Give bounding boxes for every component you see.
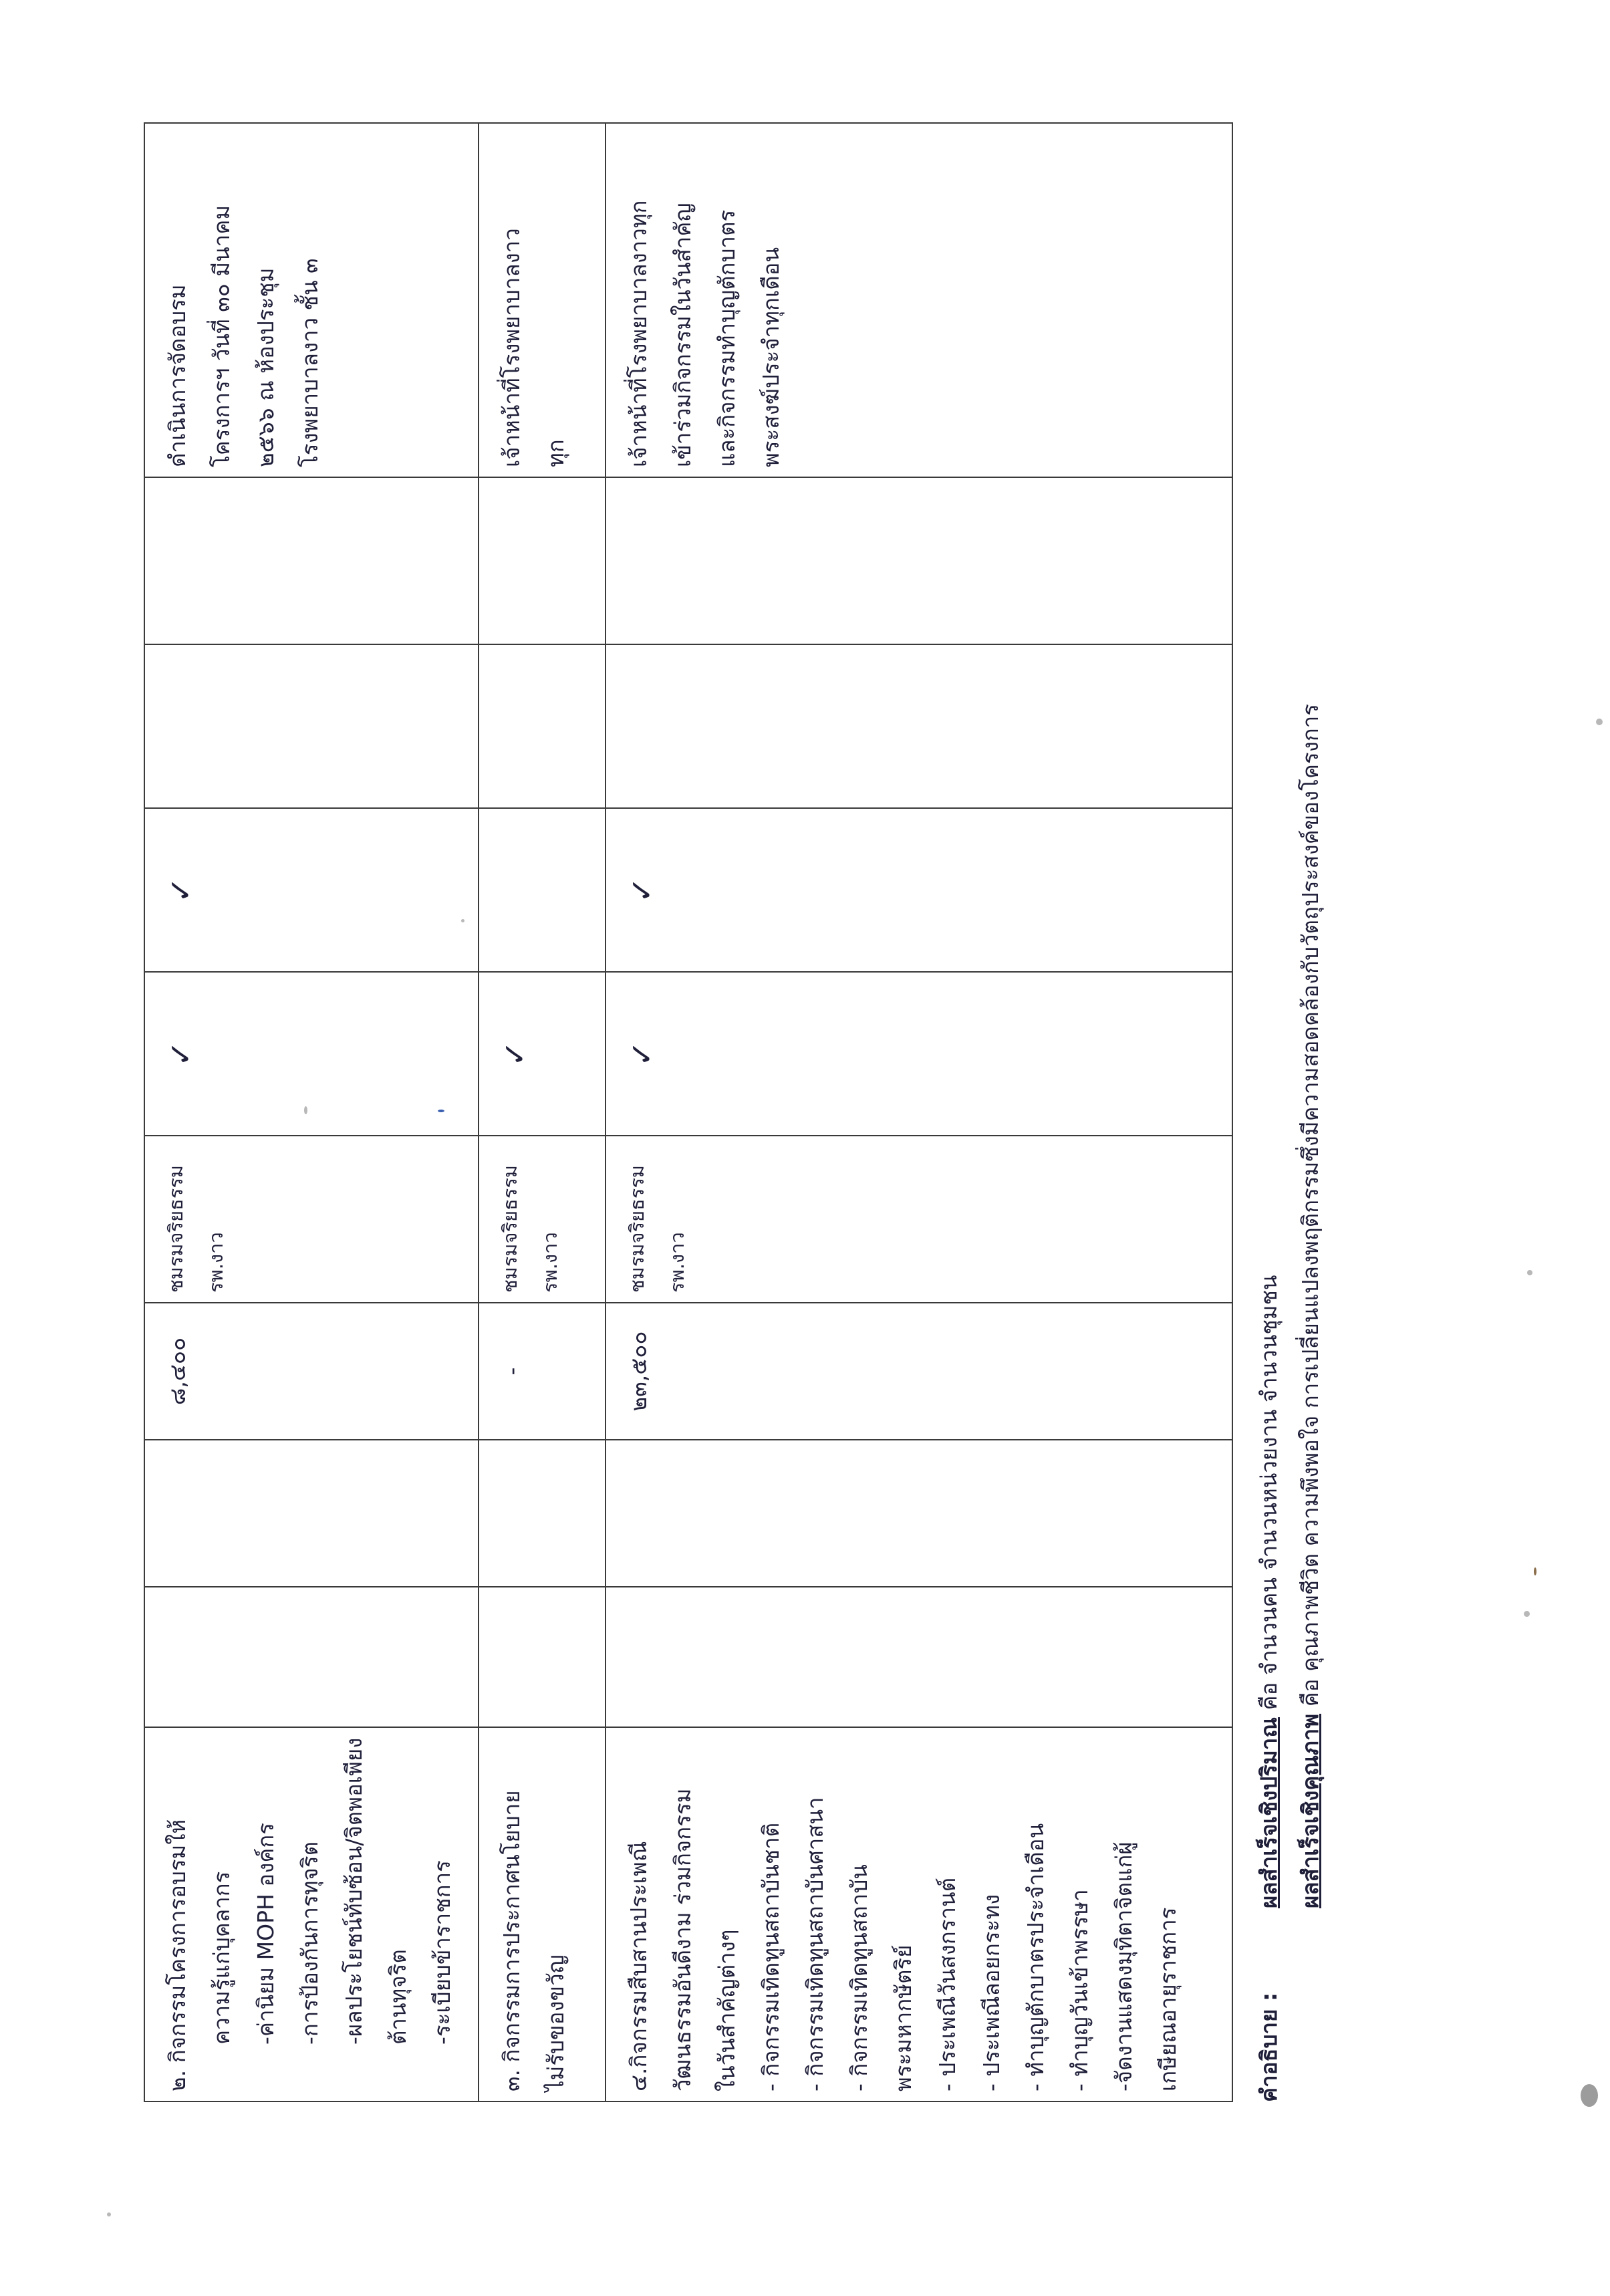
activity-line: - ประเพณีวันสงกรานต์ <box>934 1877 960 2091</box>
scan-speck <box>304 1106 307 1114</box>
empty-cell <box>144 644 479 808</box>
responsible-line: ชมรมจริยธรรม <box>164 1164 187 1293</box>
legend-qual-label: ผลสำเร็จเชิงคุณภาพ <box>1297 1713 1323 1908</box>
budget-value: ๒๓,๕๐๐ <box>626 1331 652 1412</box>
empty-cell <box>144 1440 479 1587</box>
empty-cell <box>479 1587 606 1727</box>
result-line: ดำเนินการจัดอบรม <box>164 284 190 467</box>
budget-cell <box>606 1303 1232 1440</box>
activity-line: ในวันสำคัญต่างๆ <box>714 1929 740 2091</box>
empty-cell <box>606 477 1232 644</box>
activity-line: -ระเบียบข้าราชการ <box>429 1860 455 2045</box>
activity-line: - ประเพณีลอยกระทง <box>978 1894 1004 2091</box>
check-mark: ✓ <box>624 877 660 903</box>
activity-line: ๔.กิจกรรมสืบสานประเพณี <box>626 1841 652 2091</box>
scan-speck <box>1534 1567 1536 1575</box>
budget-cell <box>144 1303 479 1440</box>
legend <box>1248 130 1331 2102</box>
activity-line: -ผลประโยชน์ทับซ้อน/จิตพอเพียง <box>341 1737 367 2045</box>
empty-cell <box>479 1440 606 1587</box>
responsible-line: ชมรมจริยธรรม <box>626 1164 648 1293</box>
result-line: โครงการฯ วันที่ ๓๐ มีนาคม <box>209 205 235 467</box>
activity-line: วัฒนธรรมอันดีงาม ร่วมกิจกรรม <box>670 1788 696 2091</box>
check-cell <box>144 972 479 1136</box>
responsible-cell <box>144 1136 479 1303</box>
empty-cell <box>144 1587 479 1727</box>
responsible-line: รพ.งาว <box>539 1232 561 1293</box>
table-row <box>606 123 1232 2101</box>
activity-line: -ค่านิยม MOPH องค์กร <box>253 1822 279 2045</box>
table-row <box>479 123 606 2101</box>
activity-line: - ทำบุญตักบาตรประจำเดือน <box>1023 1823 1049 2091</box>
scan-speck <box>1596 719 1603 725</box>
empty-cell <box>606 1587 1232 1727</box>
responsible-cell <box>479 1136 606 1303</box>
activity-line: - กิจกรรมเทิดทูนสถาบัน <box>846 1864 872 2091</box>
empty-cell <box>479 644 606 808</box>
activity-line: ไม่รับของขวัญ <box>543 1954 569 2091</box>
scan-speck <box>438 1110 444 1112</box>
empty-cell <box>144 477 479 644</box>
result-cell <box>606 123 1232 477</box>
result-line: โรงพยาบาลงาว ชั้น ๓ <box>297 258 323 467</box>
check-cell <box>606 808 1232 972</box>
budget-value: - <box>499 1367 525 1376</box>
result-line: เจ้าหน้าที่โรงพยาบาลงาวทุก <box>626 200 652 467</box>
legend-qual-text: คือ คุณภาพชีวิต ความพึงพอใจ การเปลี่ยนแปลงพฤติกรรมซึ่งมีความสอดคล้องกับวัตถุประสงค์ของโครงการ <box>1297 703 1323 1714</box>
activity-line: - ทำบุญวันเข้าพรรษา <box>1067 1889 1093 2091</box>
empty-cell <box>479 477 606 644</box>
legend-qualitative <box>1290 130 1331 2102</box>
responsible-cell <box>606 1136 1232 1303</box>
activity-line: เกษียณอายุราชการ <box>1155 1907 1181 2091</box>
check-cell <box>606 972 1232 1136</box>
result-line: เข้าร่วมกิจกรรมในวันสำคัญ <box>670 203 696 467</box>
empty-cell <box>606 644 1232 808</box>
scan-speck <box>1581 2084 1598 2107</box>
scan-speck <box>107 2212 111 2216</box>
result-line: และกิจกรรมทำบุญตักบาตร <box>714 209 740 467</box>
check-mark: ✓ <box>162 1041 198 1067</box>
check-cell <box>479 808 606 972</box>
scan-speck <box>1527 1270 1532 1275</box>
legend-quant-text: คือ จำนวนคน จำนวนหน่วยงาน จำนวนชุมชน <box>1256 1275 1282 1718</box>
activity-cell <box>479 1727 606 2101</box>
result-cell <box>479 123 606 477</box>
scan-speck <box>461 919 464 922</box>
activity-cell <box>144 1727 479 2101</box>
check-cell <box>479 972 606 1136</box>
check-cell <box>144 808 479 972</box>
scan-speck <box>1524 1611 1530 1617</box>
check-mark: ✓ <box>497 1041 533 1067</box>
budget-cell <box>479 1303 606 1440</box>
result-line: ทุก <box>543 439 569 467</box>
result-line: พระสงฆ์ประจำทุกเดือน <box>758 247 784 467</box>
table-row <box>144 123 479 2101</box>
check-mark: ✓ <box>624 1041 660 1067</box>
check-mark: ✓ <box>162 877 198 903</box>
budget-value: ๘,๔๐๐ <box>164 1337 190 1406</box>
activity-line: ๒. กิจกรรมโครงการอบรมให้ <box>164 1819 190 2091</box>
activity-line: ๓. กิจกรรมการประกาศนโยบาย <box>499 1790 525 2091</box>
empty-cell <box>606 1440 1232 1587</box>
responsible-line: รพ.งาว <box>666 1232 688 1293</box>
legend-quantitative <box>1248 130 1290 2102</box>
activity-line: ความรู้แก่บุคลากร <box>209 1871 235 2045</box>
responsible-line: รพ.งาว <box>205 1232 227 1293</box>
result-line: เจ้าหน้าที่โรงพยาบาลงาว <box>499 228 525 467</box>
activity-line: พระมหากษัตริย์ <box>890 1944 916 2091</box>
activity-line: -การป้องกันการทุจริต <box>297 1841 323 2045</box>
legend-title: คำอธิบาย : <box>1256 1992 1282 2102</box>
responsible-line: ชมรมจริยธรรม <box>499 1164 521 1293</box>
activity-line: -จัดงานแสดงมุทิตาจิตแก่ผู้ <box>1111 1841 1137 2091</box>
activity-line: ต้านทุจริต <box>385 1949 411 2045</box>
activity-line: - กิจกรรมเทิดทูนสถาบันชาติ <box>758 1822 784 2091</box>
result-cell <box>144 123 479 477</box>
activity-line: - กิจกรรมเทิดทูนสถาบันศาสนา <box>802 1797 828 2091</box>
check-mark <box>490 818 499 962</box>
result-line: ๒๕๖๖ ณ ห้องประชุม <box>253 267 279 467</box>
activity-cell <box>606 1727 1232 2101</box>
legend-quant-label: ผลสำเร็จเชิงปริมาณ <box>1256 1717 1282 1908</box>
